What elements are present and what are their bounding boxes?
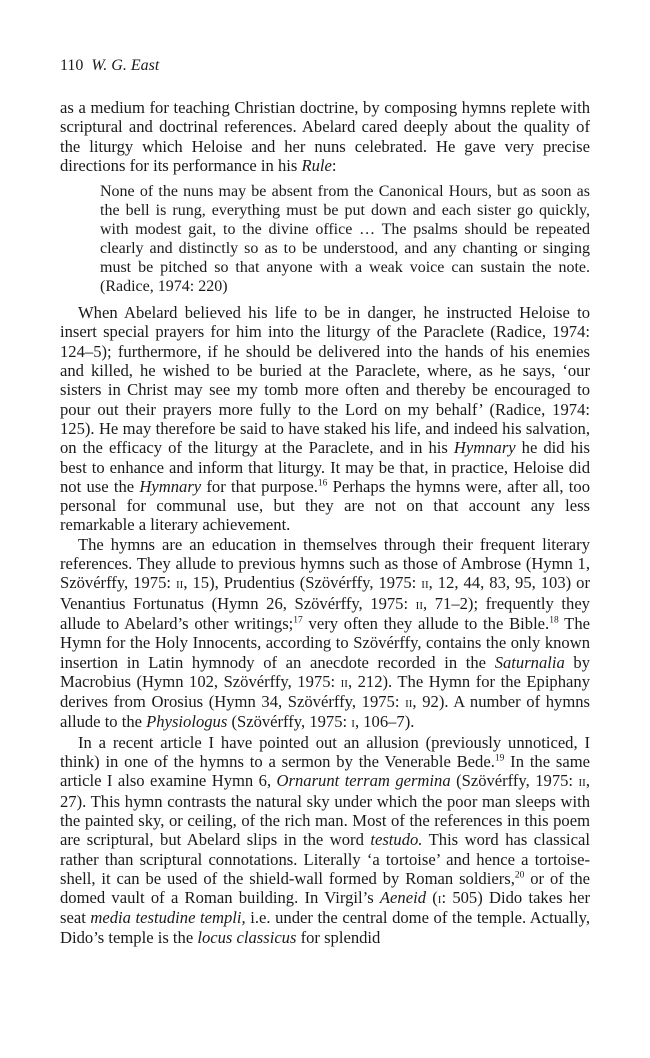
- running-header: [60, 56, 159, 76]
- paragraph-2: When Abelard believed his life to be in danger, he instructed Heloise to insert special prayers for him into the liturgy of the Paraclete (Radice, 1974: 124–5); furthermore, if he should be delivered into the hands of his enemies and killed, he wished to be buried at the Paraclete, where, as he says, ‘our sisters in Christ may see my tomb more often and thereby be encouraged to pour out their prayers more fully to the Lord on my behalf’ (Radice, 1974: 125). He may therefore be said to have staked his life, and indeed his salvation, on the efficacy of the liturgy at the Paraclete, and in his Hymnary he did his best to enhance and inform that liturgy. It may be that, in practice, Heloise did not use the Hymnary for that purpose.$^{16}$ Perhaps the hymns were, after all, too personal for communal use, but they are not on that account any less remarkable a literary achievement.: [60, 303, 590, 535]
- paragraph-1: as a medium for teaching Christian doctrine, by composing hymns replete with scriptural and doctrinal references. Abelard cared deeply about the quality of the liturgy which Heloise and her nuns celebrated. He gave very precise directions for its performance in his Rule:: [60, 98, 590, 175]
- block-quote: None of the nuns may be absent from the Canonical Hours, but as soon as the bell is rung, everything must be put down and each sister go quickly, with modest gait, to the divine office … The psalms should be repeated clearly and distinctly so as to be understood, and any chanting or singing must be pitched so that anyone with a weak voice can sustain the note. (Radice, 1974: 220): [100, 183, 590, 296]
- footnote-ref: 17: [293, 615, 303, 626]
- paragraph-4: In a recent article I have pointed out an allusion (previously unnoticed, I think) in one of the hymns to a sermon by the Venerable Bede.$^{19}$ In the same article I also examine Hymn 6, Ornarunt terram germina (Szövérffy, 1975: ii, 27). This hymn contrasts the natural sky under which the poor man sleeps with the painted sky, or ceiling, of the rich man. Most of the references in this poem are scriptural, but Abelard slips in the word testudo. This word has classical rather than scriptural connotations. Literally ‘a tortoise’ and hence a tortoise-shell, it can be used of the shield-wall formed by Roman soldiers,$^{20}$ or of the domed vault of a Roman building. In Virgil’s Aeneid (i: 505) Dido takes her seat media testudine templi, i.e. under the central dome of the temple. Actually, Dido’s temple is the locus classicus for splendid: [60, 732, 591, 947]
- page-number: 110: [60, 57, 84, 74]
- paragraph-3: The hymns are an education in themselves through their frequent literary references. They allude to previous hymns such as those of Ambrose (Hymn 1, Szövérffy, 1975: ii, 15), Prudentius (Szövérffy, 1975: ii, 12, 44, 83, 95, 103) or Venantius Fortunatus (Hymn 26, Szövérffy, 1975: ii, 71–2); frequently they allude to Abelard’s other writings;$^{17}$ very often they allude to the Bible.$^{18}$ The Hymn for the Holy Innocents, according to Szövérffy, contains the only known insertion in Latin hymnody of an anecdote recorded in the Saturnalia by Macrobius (Hymn 102, Szövérffy, 1975: ii, 212). The Hymn for the Epiphany derives from Orosius (Hymn 34, Szövérffy, 1975: ii, 92). A number of hymns allude to the Physiologus (Szövérffy, 1975: i, 106–7).: [60, 534, 591, 732]
- footnote-ref: 18: [549, 615, 559, 626]
- running-author: W. G. East: [91, 57, 160, 74]
- footnote-ref: 20: [514, 870, 525, 881]
- footnote-ref: 16: [317, 478, 328, 489]
- footnote-ref: 19: [494, 753, 505, 764]
- page-body: [60, 98, 590, 947]
